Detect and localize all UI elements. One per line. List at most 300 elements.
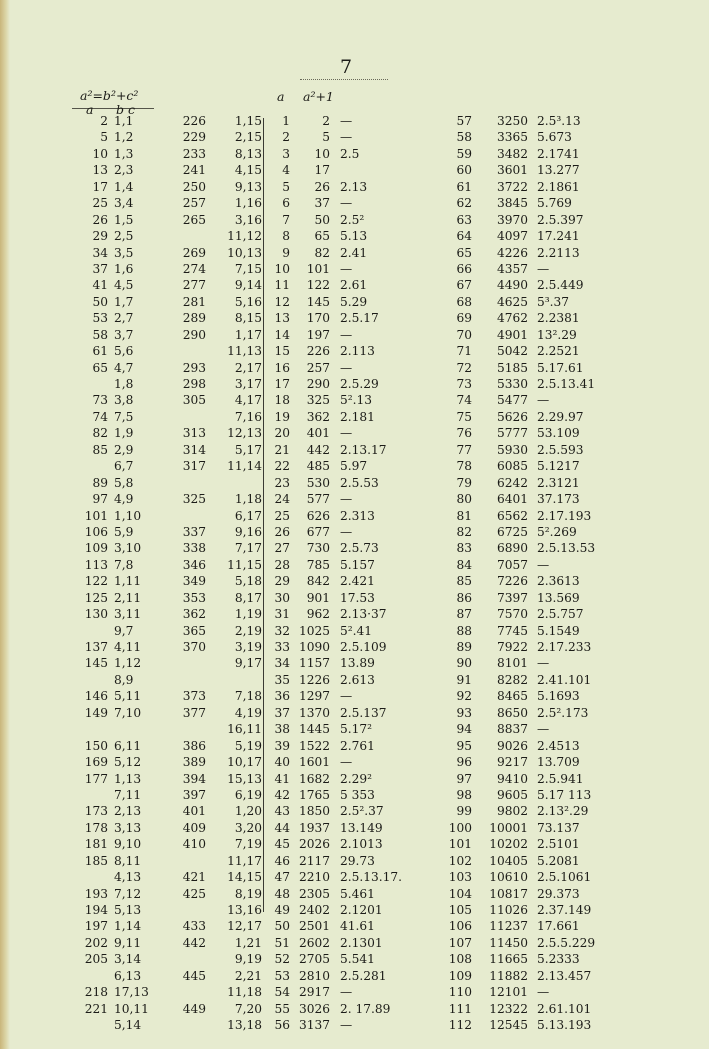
left-col2-a xyxy=(168,113,206,1034)
table-cell-a: 9 xyxy=(282,245,290,260)
table-cell-bc: 5,12 xyxy=(114,755,142,770)
table-cell-a: 19 xyxy=(274,409,290,424)
table-cell-a xyxy=(68,869,108,885)
table-cell-factors: 5.157 xyxy=(340,557,375,572)
table-cell-a: 193 xyxy=(84,886,108,901)
table-cell-a: 84 xyxy=(456,557,472,572)
table-cell-a2p1: 65 xyxy=(314,229,330,244)
table-cell-a: 65 xyxy=(456,245,472,260)
table-cell-a: 107 xyxy=(448,935,472,950)
table-cell-bc: 10,11 xyxy=(114,1001,149,1016)
table-cell-bc: 10,13 xyxy=(227,245,262,260)
table-cell-a: 74 xyxy=(456,393,472,408)
table-cell-a: 14 xyxy=(274,327,290,342)
table-cell-a2p1: 5626 xyxy=(496,409,528,424)
table-cell-a: 353 xyxy=(182,590,206,605)
table-cell-a xyxy=(168,508,206,524)
table-cell-a: 397 xyxy=(182,787,206,802)
table-cell-a2p1: 8465 xyxy=(496,689,528,704)
table-cell-a: 218 xyxy=(84,985,108,1000)
table-cell-factors: 17.53 xyxy=(340,590,375,605)
table-cell-a: 41 xyxy=(92,278,108,293)
table-cell-a: 53 xyxy=(92,311,108,326)
table-cell-factors: — xyxy=(340,360,353,375)
table-cell-factors: 5.1549 xyxy=(537,623,580,638)
table-cell-a: 82 xyxy=(456,524,472,539)
table-cell-factors: 2.5.593 xyxy=(537,442,584,457)
table-cell-factors: 2.5.109 xyxy=(340,640,387,654)
table-cell-a: 425 xyxy=(182,886,206,901)
table-cell-bc: 1,13 xyxy=(114,771,142,786)
table-cell-bc: 15,13 xyxy=(227,771,262,786)
table-cell-factors: 2.2113 xyxy=(537,245,580,260)
table-cell-a: 59 xyxy=(456,146,472,161)
table-cell-a: 21 xyxy=(274,442,290,457)
table-cell-factors: — xyxy=(340,689,353,704)
table-cell-factors: 2.61 xyxy=(340,278,368,293)
table-cell-bc: 4,13 xyxy=(114,870,142,885)
table-cell-factors: 2.4513 xyxy=(537,738,580,753)
table-cell-a2p1: 6562 xyxy=(496,508,528,523)
table-cell-a: 37 xyxy=(274,705,290,720)
table-cell-a2p1: 5930 xyxy=(496,442,528,457)
table-cell-a: 1 xyxy=(282,114,290,128)
table-cell-a: 281 xyxy=(182,294,206,309)
table-cell-factors: 5.1217 xyxy=(537,459,580,474)
table-cell-bc: 13,18 xyxy=(227,1018,262,1033)
table-cell-a2p1: 12545 xyxy=(489,1018,528,1033)
table-cell-factors: 29.373 xyxy=(537,886,580,901)
table-cell-a: 42 xyxy=(274,787,290,802)
table-cell-a: 277 xyxy=(182,278,206,293)
table-cell-bc: 1,16 xyxy=(234,196,262,211)
table-cell-factors: 2.5.13.17. xyxy=(340,870,403,885)
table-cell-a: 13 xyxy=(92,163,108,178)
table-cell-a2p1: 145 xyxy=(306,294,330,309)
table-cell-bc: 7,11 xyxy=(114,787,142,802)
left-header-a: a xyxy=(86,102,94,117)
table-cell-a2p1: 7226 xyxy=(496,574,528,589)
left-col1-a xyxy=(68,113,108,1034)
table-cell-factors: 2. 17.89 xyxy=(340,1001,391,1016)
table-cell-a2p1: 101 xyxy=(306,261,330,276)
table-cell-bc: 11,13 xyxy=(227,344,262,359)
table-cell-a: 50 xyxy=(92,294,108,309)
table-cell-a: 58 xyxy=(92,327,108,342)
table-cell-a: 97 xyxy=(456,771,472,786)
right-header-a: a xyxy=(277,89,285,104)
table-cell-a2p1: 9217 xyxy=(496,755,528,770)
table-cell-a2p1: 7922 xyxy=(496,640,528,654)
table-cell-a2p1: 122 xyxy=(306,278,330,293)
table-cell-a: 7 xyxy=(282,212,290,227)
table-cell-a2p1: 9605 xyxy=(496,787,528,802)
table-cell-a2p1: 257 xyxy=(306,360,330,375)
table-cell-a2p1: 730 xyxy=(306,541,330,556)
table-cell-bc: 2,19 xyxy=(234,623,262,638)
table-cell-a: 313 xyxy=(182,426,206,441)
table-cell-factors: 2.5.1061 xyxy=(537,870,592,885)
table-cell-bc: 9,10 xyxy=(114,837,142,852)
table-cell-factors: — xyxy=(340,196,353,211)
table-cell-factors: 2.29.97 xyxy=(537,409,584,424)
table-cell-factors: 29.73 xyxy=(340,853,375,868)
table-cell-a2p1: 10202 xyxy=(489,837,528,852)
right-factor-col-2 xyxy=(537,113,637,1034)
table-cell-factors: 2.41 xyxy=(340,245,368,260)
table-cell-a: 362 xyxy=(182,607,206,622)
table-cell-a2p1: 1682 xyxy=(298,771,330,786)
table-cell-factors: 2.5.137 xyxy=(340,705,387,720)
table-cell-a: 314 xyxy=(182,442,206,457)
table-cell-a: 137 xyxy=(84,640,108,654)
table-cell-a2p1: 1226 xyxy=(298,672,330,687)
table-cell-a xyxy=(168,343,206,359)
table-cell-a2p1: 12322 xyxy=(489,1001,528,1016)
table-cell-a2p1: 8650 xyxy=(496,705,528,720)
table-cell-a2p1: 6890 xyxy=(496,541,528,556)
table-cell-a2p1: 10817 xyxy=(489,886,528,901)
table-cell-bc: 8,13 xyxy=(234,146,262,161)
table-cell-bc: 1,17 xyxy=(234,327,262,342)
table-cell-a: 45 xyxy=(274,837,290,852)
table-cell-a: 85 xyxy=(92,442,108,457)
table-cell-a: 89 xyxy=(92,475,108,490)
table-cell-a2p1: 1297 xyxy=(298,689,330,704)
table-cell-a: 442 xyxy=(182,935,206,950)
table-cell-a: 35 xyxy=(274,672,290,687)
table-cell-a: 52 xyxy=(274,952,290,967)
table-cell-a2p1: 8101 xyxy=(496,656,528,671)
table-cell-a: 197 xyxy=(84,919,108,934)
table-cell-a: 38 xyxy=(274,722,290,737)
table-cell-a: 106 xyxy=(84,524,108,539)
table-cell-a2p1: 1522 xyxy=(298,738,330,753)
table-cell-a: 250 xyxy=(182,179,206,194)
table-cell-a: 44 xyxy=(274,820,290,835)
table-cell-factors: 2.181 xyxy=(340,409,375,424)
right-factor-col-1 xyxy=(340,113,420,1034)
table-cell-a2p1: 7745 xyxy=(496,623,528,638)
table-cell-factors: 2.5.13.41 xyxy=(537,377,596,391)
table-cell-bc: 9,11 xyxy=(114,935,142,950)
table-cell-bc: 2,9 xyxy=(114,442,134,457)
table-cell-a2p1: 530 xyxy=(306,475,330,490)
table-cell-a xyxy=(68,721,108,737)
table-cell-bc: 1,15 xyxy=(234,114,262,128)
table-cell-a2p1: 842 xyxy=(306,574,330,589)
table-cell-a: 25 xyxy=(274,508,290,523)
table-cell-a: 349 xyxy=(182,574,206,589)
table-cell-a xyxy=(168,409,206,425)
table-cell-factors: 2.5.941 xyxy=(537,771,584,786)
table-cell-a2p1: 11026 xyxy=(489,903,528,917)
table-cell-a: 102 xyxy=(448,853,472,868)
table-cell-a: 421 xyxy=(182,870,206,885)
table-cell-a: 146 xyxy=(84,689,108,704)
table-cell-factors: 2.5.5.229 xyxy=(537,935,596,950)
table-cell-a: 67 xyxy=(456,278,472,293)
table-cell-bc: 4,19 xyxy=(234,705,262,720)
table-cell-a: 5 xyxy=(282,179,290,194)
table-cell-bc: 1,3 xyxy=(114,146,134,161)
table-cell-a: 39 xyxy=(274,738,290,753)
table-cell-bc: 7,19 xyxy=(234,837,262,852)
table-cell-factors: 2.13.457 xyxy=(537,968,592,983)
table-cell-factors: — xyxy=(340,327,353,342)
table-cell-a: 78 xyxy=(456,459,472,474)
table-cell-a: 51 xyxy=(274,935,290,950)
table-cell-factors: 2.13·37 xyxy=(340,607,387,622)
table-cell-bc: 3,16 xyxy=(234,212,262,227)
table-cell-a2p1: 2305 xyxy=(298,886,330,901)
table-cell-bc: 4,17 xyxy=(234,393,262,408)
table-cell-factors: 2.113 xyxy=(340,344,375,359)
table-cell-bc: 8,19 xyxy=(234,886,262,901)
table-cell-bc: 11,14 xyxy=(227,459,262,474)
table-cell-a2p1: 170 xyxy=(306,311,330,326)
table-cell-a2p1: 2402 xyxy=(298,903,330,917)
table-cell-bc: 7,15 xyxy=(234,261,262,276)
table-cell-a2p1: 577 xyxy=(306,492,330,507)
table-cell-a: 173 xyxy=(84,804,108,819)
table-cell-a: 23 xyxy=(274,475,290,490)
table-cell-a: 56 xyxy=(274,1018,290,1033)
table-cell-a: 101 xyxy=(84,508,108,523)
table-cell-factors: 2.5.29 xyxy=(340,377,379,391)
table-cell-bc: 9,19 xyxy=(234,952,262,967)
table-cell-a2p1: 1445 xyxy=(298,722,330,737)
table-cell-a2p1: 8837 xyxy=(496,722,528,737)
table-cell-bc: 11,17 xyxy=(227,853,262,868)
table-cell-a2p1: 290 xyxy=(306,377,330,391)
table-cell-a: 70 xyxy=(456,327,472,342)
table-cell-a: 4 xyxy=(282,163,290,178)
table-cell-factors: 2.17.193 xyxy=(537,508,592,523)
table-cell-a2p1: 3482 xyxy=(496,146,528,161)
table-cell-factors: 2.37.149 xyxy=(537,903,592,917)
table-cell-factors: 5.1693 xyxy=(537,689,580,704)
table-cell-a: 125 xyxy=(84,590,108,605)
table-cell-factors: 2.5³.13 xyxy=(537,114,581,128)
table-cell-a2p1: 2210 xyxy=(298,870,330,885)
table-cell-factors: — xyxy=(340,426,353,441)
table-cell-factors: — xyxy=(340,114,353,128)
table-cell-a2p1: 2705 xyxy=(298,952,330,967)
table-cell-a2p1: 5 xyxy=(322,130,330,145)
table-cell-a2p1: 17 xyxy=(314,163,330,178)
table-cell-a2p1: 9026 xyxy=(496,738,528,753)
table-cell-bc: 1,19 xyxy=(234,607,262,622)
table-cell-factors: 13.569 xyxy=(537,590,580,605)
table-cell-a: 289 xyxy=(182,311,206,326)
table-cell-a: 62 xyxy=(456,196,472,211)
table-cell-a: 145 xyxy=(84,656,108,671)
table-cell-a2p1: 82 xyxy=(314,245,330,260)
table-cell-a: 389 xyxy=(182,755,206,770)
table-cell-a2p1: 10405 xyxy=(489,853,528,868)
table-cell-a: 73 xyxy=(456,377,472,391)
table-cell-a: 370 xyxy=(182,640,206,654)
table-cell-bc: 5,17 xyxy=(234,442,262,457)
table-cell-a: 178 xyxy=(84,820,108,835)
table-cell-factors: 5.2333 xyxy=(537,952,580,967)
table-cell-a: 317 xyxy=(182,459,206,474)
table-cell-a: 32 xyxy=(274,623,290,638)
table-cell-a2p1: 5777 xyxy=(496,426,528,441)
table-cell-bc: 17,13 xyxy=(114,985,149,1000)
table-cell-bc: 4,7 xyxy=(114,360,134,375)
table-cell-bc: 5,13 xyxy=(114,903,142,917)
table-cell-bc: 5,14 xyxy=(114,1018,142,1033)
table-cell-a: 194 xyxy=(84,903,108,917)
table-cell-a: 221 xyxy=(84,1001,108,1016)
table-cell-a xyxy=(168,1017,206,1033)
table-cell-factors: 2.41.101 xyxy=(537,672,592,687)
table-cell-a2p1: 325 xyxy=(306,393,330,408)
table-cell-factors: 5.13.193 xyxy=(537,1018,592,1033)
table-cell-factors: — xyxy=(537,557,550,572)
table-cell-a: 111 xyxy=(448,1001,472,1016)
table-cell-factors: 2.5² xyxy=(340,212,365,227)
table-cell-a: 373 xyxy=(182,689,206,704)
table-cell-a2p1: 11882 xyxy=(489,968,528,983)
table-cell-a: 5 xyxy=(100,130,108,145)
table-cell-a2p1: 3250 xyxy=(496,114,528,128)
table-cell-a xyxy=(168,655,206,671)
table-cell-factors: — xyxy=(340,985,353,1000)
table-cell-factors: 2.2381 xyxy=(537,311,580,326)
table-cell-factors: 53.109 xyxy=(537,426,580,441)
table-cell-a2p1: 962 xyxy=(306,607,330,622)
table-cell-a: 22 xyxy=(274,459,290,474)
table-cell-a: 50 xyxy=(274,919,290,934)
table-cell-factors: — xyxy=(340,1018,353,1033)
table-cell-factors: 2.5².173 xyxy=(537,705,589,720)
table-cell-bc: 11,15 xyxy=(227,557,262,572)
table-cell-bc: 7,8 xyxy=(114,557,134,572)
table-cell-a: 91 xyxy=(456,672,472,687)
table-cell-a xyxy=(168,228,206,244)
table-cell-a: 257 xyxy=(182,196,206,211)
table-cell-a xyxy=(168,902,206,918)
table-cell-a2p1: 1850 xyxy=(298,804,330,819)
table-cell-a xyxy=(68,968,108,984)
table-cell-a2p1: 4625 xyxy=(496,294,528,309)
table-cell-a: 338 xyxy=(182,541,206,556)
table-cell-factors: 5.541 xyxy=(340,952,375,967)
table-cell-bc: 1,21 xyxy=(234,935,262,950)
table-cell-bc: 9,17 xyxy=(234,656,262,671)
table-cell-a: 269 xyxy=(182,245,206,260)
table-cell-bc: 5,19 xyxy=(234,738,262,753)
right-header-a2p1: a²+1 xyxy=(303,89,334,104)
table-cell-a: 13 xyxy=(274,311,290,326)
table-cell-factors: 2.61.101 xyxy=(537,1001,592,1016)
table-cell-factors: — xyxy=(340,492,353,507)
table-cell-factors: 5.29 xyxy=(340,294,368,309)
table-cell-bc: 6,7 xyxy=(114,459,134,474)
table-cell-a: 112 xyxy=(448,1018,472,1033)
table-cell-a2p1: 4901 xyxy=(496,327,528,342)
table-cell-factors: 5³.37 xyxy=(537,294,570,309)
table-cell-factors: 2.5.757 xyxy=(537,607,584,622)
table-cell-factors: 37.173 xyxy=(537,492,580,507)
table-cell-bc: 16,11 xyxy=(227,722,262,737)
table-cell-a: 85 xyxy=(456,574,472,589)
table-cell-a2p1: 785 xyxy=(306,557,330,572)
table-cell-a: 18 xyxy=(274,393,290,408)
table-cell-a xyxy=(168,984,206,1000)
table-cell-bc: 5,18 xyxy=(234,574,262,589)
table-cell-a: 104 xyxy=(448,886,472,901)
table-cell-factors: 2.5101 xyxy=(537,837,580,852)
table-cell-a2p1: 2917 xyxy=(298,985,330,1000)
table-cell-a: 15 xyxy=(274,344,290,359)
table-cell-factors: 2.29² xyxy=(340,771,373,786)
table-cell-factors: 5².13 xyxy=(340,393,373,408)
table-cell-a: 105 xyxy=(448,903,472,917)
table-cell-factors: 5.461 xyxy=(340,886,375,901)
table-cell-factors: 13.149 xyxy=(340,820,383,835)
table-cell-bc: 7,16 xyxy=(234,409,262,424)
table-cell-a: 401 xyxy=(182,804,206,819)
table-cell-a xyxy=(168,672,206,688)
table-cell-a2p1: 5330 xyxy=(496,377,528,391)
table-cell-a: 55 xyxy=(274,1001,290,1016)
table-cell-a2p1: 6085 xyxy=(496,459,528,474)
table-cell-factors: — xyxy=(340,524,353,539)
left-title-rule xyxy=(72,108,154,109)
table-cell-bc: 4,11 xyxy=(114,640,142,654)
table-cell-a2p1: 2602 xyxy=(298,935,330,950)
table-cell-bc: 6,11 xyxy=(114,738,142,753)
right-a-col-1 xyxy=(264,113,290,1034)
table-cell-a: 202 xyxy=(84,935,108,950)
table-cell-a2p1: 11665 xyxy=(489,952,528,967)
table-cell-bc: 2,5 xyxy=(114,229,134,244)
table-cell-bc: 7,5 xyxy=(114,409,134,424)
table-cell-a: 83 xyxy=(456,541,472,556)
table-cell-bc: 5,9 xyxy=(114,524,134,539)
table-cell-bc: 12,13 xyxy=(227,426,262,441)
table-cell-a: 101 xyxy=(448,837,472,852)
table-cell-factors: 5.97 xyxy=(340,459,368,474)
table-cell-a: 58 xyxy=(456,130,472,145)
table-cell-a2p1: 226 xyxy=(306,344,330,359)
table-cell-factors: 2.421 xyxy=(340,574,375,589)
table-cell-a: 226 xyxy=(182,114,206,128)
table-cell-a: 8 xyxy=(282,229,290,244)
table-cell-a: 103 xyxy=(448,870,472,885)
table-cell-a: 185 xyxy=(84,853,108,868)
table-cell-factors: 13.709 xyxy=(537,755,580,770)
table-cell-a: 150 xyxy=(84,738,108,753)
book-binding-edge xyxy=(0,0,10,1049)
table-cell-factors: 5.2081 xyxy=(537,853,580,868)
table-cell-a2p1: 362 xyxy=(306,409,330,424)
table-cell-a: 17 xyxy=(274,377,290,391)
table-cell-factors: 2.3613 xyxy=(537,574,580,589)
table-cell-a2p1: 1090 xyxy=(298,640,330,654)
table-cell-bc: 7,20 xyxy=(234,1001,262,1016)
table-cell-factors: 2.613 xyxy=(340,672,375,687)
table-cell-factors: 2.5.449 xyxy=(537,278,584,293)
table-cell-a: 298 xyxy=(182,377,206,391)
table-cell-bc: 9,13 xyxy=(234,179,262,194)
table-cell-a: 36 xyxy=(274,689,290,704)
table-cell-a: 305 xyxy=(182,393,206,408)
